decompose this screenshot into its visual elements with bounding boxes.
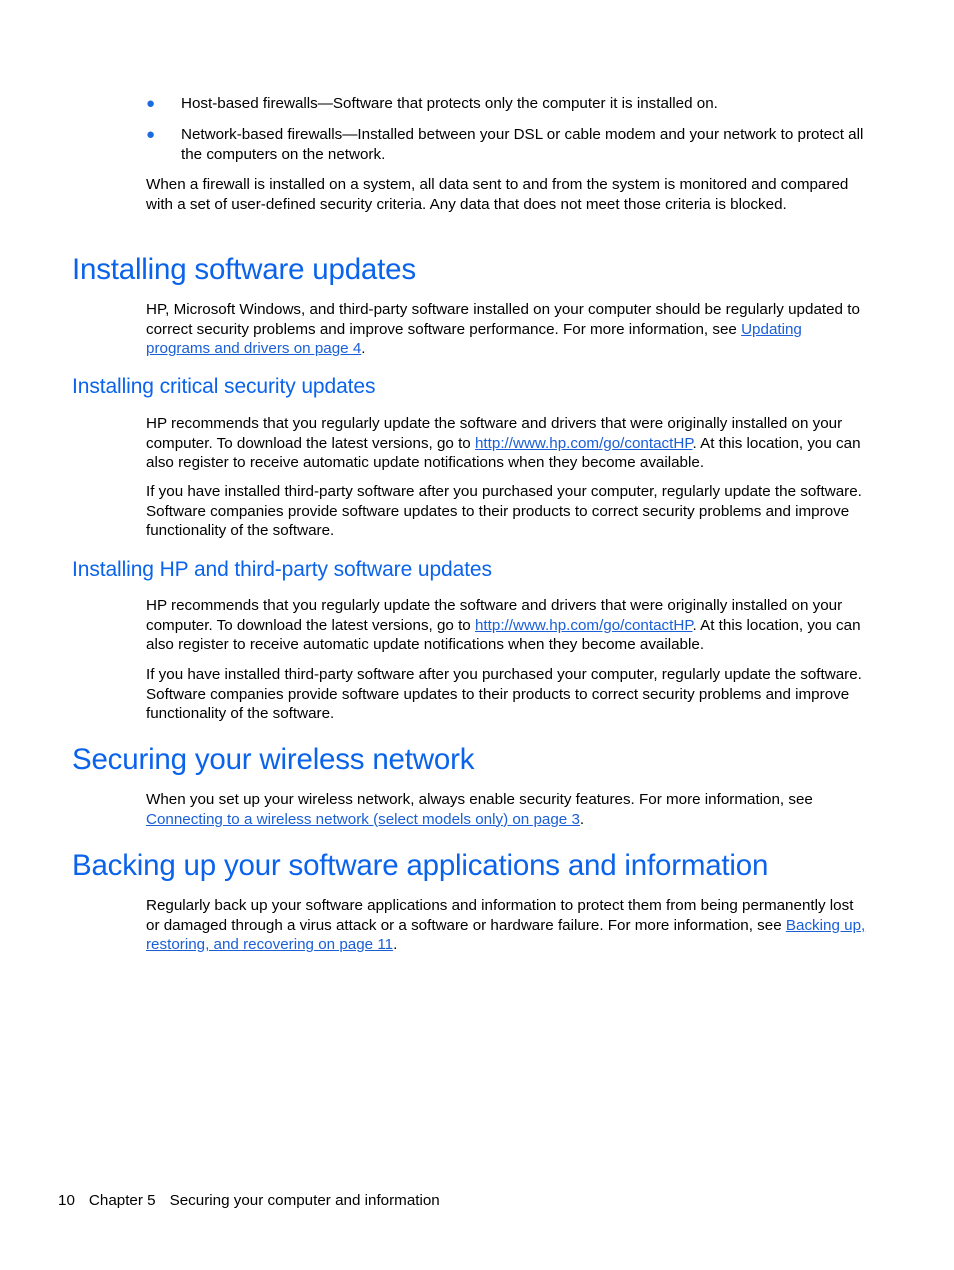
critical-updates-paragraph-1 [146,414,870,473]
heading-hp-third-party-updates: Installing HP and third-party software updates [72,558,492,581]
wireless-paragraph [146,790,870,829]
heading-securing-wireless-network: Securing your wireless network [72,743,475,776]
bullet-text: Host-based firewalls—Software that protects only the computer it is installed on. [181,95,718,112]
backing-up-paragraph [146,896,870,955]
heading-critical-security-updates: Installing critical security updates [72,375,376,398]
connecting-wireless-link[interactable]: Connecting to a wireless network (select models only) on page 3 [146,810,580,828]
hp-updates-paragraph-2: If you have installed third-party software after you purchased your computer, regularly update the software. Software companies provide software updates to their products to correct security problems and improve functionality of the software. [146,666,862,722]
chapter-title: Securing your computer and information [169,1192,440,1209]
firewall-paragraph: When a firewall is installed on a system, all data sent to and from the system is monitored and compared with a set of user-defined security criteria. Any data that does not meet those criteria is blocked. [146,176,849,213]
heading-installing-software-updates: Installing software updates [72,253,416,286]
paragraph-text: HP recommends that you regularly update the software and drivers that were originally installed on your computer. To download the latest versions, go to [146,415,843,452]
page-number: 10 [58,1192,75,1209]
hp-updates-paragraph-1 [146,596,870,655]
paragraph-text: . At this location, you can also register to receive automatic update notifications when they become available. [146,616,861,653]
paragraph-text: . [579,810,585,828]
bullet-icon: ● [146,95,156,112]
paragraph-text: HP, Microsoft Windows, and third-party software installed on your computer should be regularly updated to correct security problems and improve software performance. For more information, see [146,301,860,338]
chapter-label: Chapter 5 [88,1192,156,1209]
page-footer [58,1191,454,1210]
updating-programs-link[interactable]: Updating programs and drivers on page 4 [146,320,802,357]
bullet-text: Network-based firewalls—Installed between your DSL or cable modem and your network to protect all the computers on the network. [181,126,864,163]
paragraph-text: Regularly back up your software applications and information to protect them from being permanently lost or damaged through a virus attack or a software or hardware failure. For more information, see [146,897,854,934]
critical-updates-paragraph-2: If you have installed third-party software after you purchased your computer, regularly update the software. Software companies provide software updates to their products to correct security problems and improve functionality of the software. [146,483,862,539]
contact-hp-link[interactable]: http://www.hp.com/go/contactHP [474,616,693,634]
contact-hp-link[interactable]: http://www.hp.com/go/contactHP [474,434,693,452]
bullet-icon: ● [146,126,156,143]
paragraph-text: . [393,936,398,953]
paragraph-text: HP recommends that you regularly update the software and drivers that were originally installed on your computer. To download the latest versions, go to [146,597,843,634]
heading-backing-up: Backing up your software applications and information [72,849,769,882]
paragraph-text: . [361,340,366,357]
installing-updates-paragraph [146,300,870,359]
paragraph-text: When you set up your wireless network, always enable security features. For more information, see [146,791,813,808]
paragraph-text: . At this location, you can also register to receive automatic update notifications when they become available. [146,434,861,471]
backing-up-link[interactable]: Backing up, restoring, and recovering on page 11 [146,916,866,953]
